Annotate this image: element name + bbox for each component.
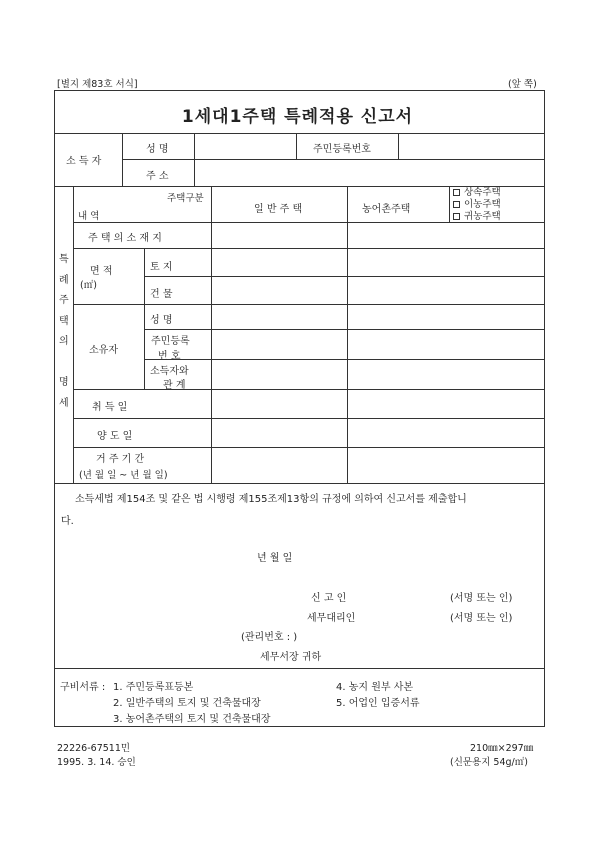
declaration-line-2: 다.: [61, 516, 74, 527]
residence-period-format: (년 월 일 ~ 년 월 일): [79, 470, 168, 481]
option-inherited-house[interactable]: 상속주택: [453, 187, 543, 199]
col-general-house: 일 반 주 택: [254, 204, 303, 215]
owner-rrn-label: 주민등록번호: [313, 144, 371, 155]
rural-house-options: [453, 187, 543, 221]
approval-date: 1995. 3. 14. 승인: [57, 757, 136, 768]
transfer-date-label: 양 도 일: [97, 431, 133, 442]
declaration-date: 년 월 일: [257, 553, 293, 564]
house-owner-name-label: 성 명: [150, 315, 173, 326]
option-leaving-farm-house[interactable]: 이농주택: [453, 199, 543, 211]
owner-rrn-field[interactable]: [398, 134, 544, 159]
checkbox-icon: [453, 189, 460, 196]
owner-name-label: 성 명: [146, 144, 169, 155]
building-label: 건 물: [150, 289, 173, 300]
owner-address-label: 주 소: [146, 171, 169, 182]
declaration-line-1: 소득세법 제154조 및 같은 법 시행령 제155조제13항의 규정에 의하여 신고서를 제출합니: [75, 494, 467, 505]
attachment-item: 2. 일반주택의 토지 및 건축물대장: [113, 698, 261, 709]
owner-address-field[interactable]: [194, 160, 544, 185]
attachment-item: 4. 농지 원부 사본: [336, 682, 414, 693]
attachment-item: 3. 농어촌주택의 토지 및 건축물대장: [113, 714, 271, 725]
paper-type: (신문용지 54g/㎡): [450, 757, 528, 768]
management-number: (관리번호 : ): [241, 632, 298, 643]
owner-name-field[interactable]: [194, 134, 296, 159]
paper-size: 210㎜×297㎜: [470, 743, 534, 754]
option-return-farm-house[interactable]: 귀농주택: [453, 211, 543, 221]
reporter-label: 신 고 인: [311, 593, 347, 604]
attachments-label: 구비서류 :: [60, 682, 106, 693]
tax-agent-sign: (서명 또는 인): [450, 613, 513, 624]
house-owner-rrn-label-1: 주민등록: [151, 336, 190, 347]
form-number: [별지 제83호 서식]: [57, 79, 138, 90]
tax-agent-label: 세무대리인: [307, 613, 356, 624]
house-owner-label: 소유자: [89, 345, 118, 356]
page-side-label: (앞 쪽): [508, 79, 537, 90]
location-label: 주 택 의 소 재 지: [88, 233, 162, 244]
owner-label: 소 득 자: [66, 156, 102, 167]
relation-label-2: 관 계: [163, 380, 186, 391]
house-owner-rrn-label-2: 번 호: [158, 351, 181, 362]
acquisition-date-label: 취 득 일: [92, 402, 128, 413]
col-header-details: 내 역: [78, 211, 100, 222]
area-unit: (㎡): [80, 280, 97, 291]
attachment-item: 5. 어업인 입증서류: [336, 698, 420, 709]
col-header-house-type: 주택구분: [167, 193, 204, 204]
addressee: 세무서장 귀하: [260, 652, 322, 663]
attachment-item: 1. 주민등록표등본: [113, 682, 194, 693]
area-label: 면 적: [90, 266, 113, 277]
col-rural-house: 농어촌주택: [362, 204, 411, 215]
checkbox-icon: [453, 213, 460, 220]
reporter-sign: (서명 또는 인): [450, 593, 513, 604]
checkbox-icon: [453, 201, 460, 208]
form-title: 1세대1주택 특례적용 신고서: [181, 107, 414, 127]
residence-period-label: 거 주 기 간: [96, 454, 145, 465]
relation-label-1: 소득자와: [150, 366, 189, 377]
form-code: 22226-67511민: [57, 743, 131, 754]
details-side-label: 특 례 주 택 의 명 세: [59, 254, 69, 409]
land-label: 토 지: [150, 262, 173, 273]
